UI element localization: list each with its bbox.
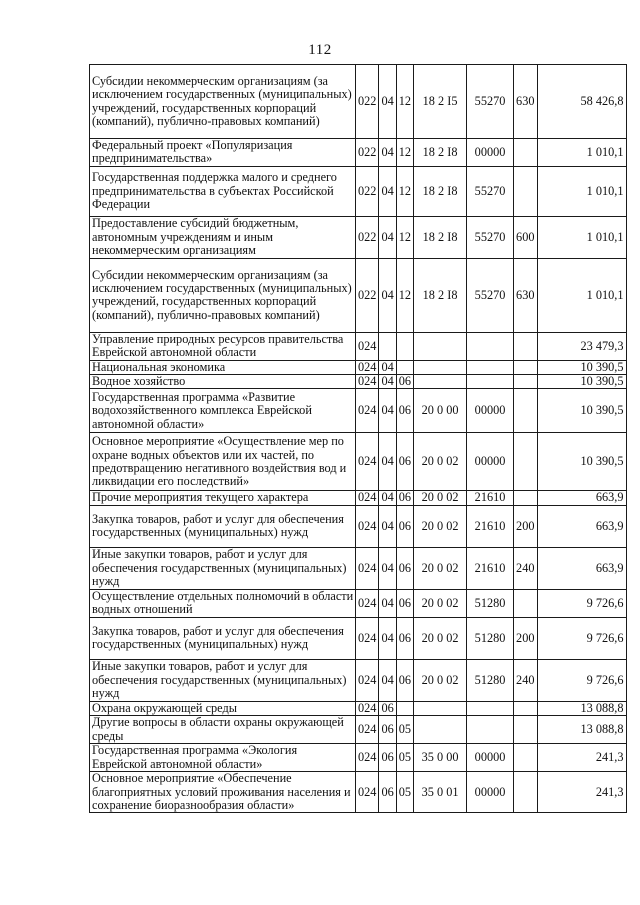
row-section: 04: [379, 659, 396, 701]
budget-table: [89, 64, 627, 813]
row-name: Федеральный проект «Популяризация предпринимательства»: [90, 139, 356, 167]
row-amount: 1 010,1: [537, 216, 626, 258]
row-expense-type: [514, 139, 537, 167]
row-name: Основное мероприятие «Обеспечение благоприятных условий проживания населения и сохранение биоразнообразия области»: [90, 772, 356, 813]
row-section: [379, 332, 396, 360]
row-amount: 13 088,8: [537, 701, 626, 715]
row-expense-type: 630: [514, 258, 537, 332]
row-grbs: 024: [356, 547, 379, 589]
page-number: 112: [308, 42, 332, 58]
row-amount: 663,9: [537, 505, 626, 547]
row-subsection: [396, 360, 413, 374]
row-direction-code: 55270: [467, 258, 514, 332]
row-direction-code: [467, 332, 514, 360]
row-grbs: 024: [356, 744, 379, 772]
row-amount: 1 010,1: [537, 139, 626, 167]
row-expense-type: [514, 744, 537, 772]
table-row: [90, 744, 627, 772]
row-name: Государственная программа «Развитие водохозяйственного комплекса Еврейской автономной области»: [90, 389, 356, 433]
row-section: 04: [379, 589, 396, 617]
row-expense-type: 630: [514, 65, 537, 139]
row-grbs: 022: [356, 139, 379, 167]
row-section: 04: [379, 491, 396, 505]
row-amount: 13 088,8: [537, 716, 626, 744]
row-subsection: 06: [396, 659, 413, 701]
row-name: Управление природных ресурсов правительства Еврейской автономной области: [90, 332, 356, 360]
row-name: Предоставление субсидий бюджетным, автономным учреждениям и иным некоммерческим организациям: [90, 216, 356, 258]
row-direction-code: [467, 360, 514, 374]
row-direction-code: 00000: [467, 139, 514, 167]
row-direction-code: 21610: [467, 547, 514, 589]
table-row: [90, 505, 627, 547]
row-direction-code: 00000: [467, 744, 514, 772]
row-subsection: 06: [396, 617, 413, 659]
table-row: [90, 659, 627, 701]
row-section: 04: [379, 547, 396, 589]
row-program-code: 20 0 00: [414, 389, 467, 433]
row-program-code: [414, 332, 467, 360]
row-subsection: 05: [396, 744, 413, 772]
row-subsection: 05: [396, 772, 413, 813]
table-row: [90, 258, 627, 332]
row-direction-code: 21610: [467, 491, 514, 505]
row-name: Осуществление отдельных полномочий в области водных отношений: [90, 589, 356, 617]
row-program-code: [414, 701, 467, 715]
row-grbs: 024: [356, 659, 379, 701]
row-direction-code: 51280: [467, 659, 514, 701]
row-subsection: 12: [396, 166, 413, 216]
row-amount: 241,3: [537, 772, 626, 813]
row-expense-type: [514, 589, 537, 617]
row-subsection: 06: [396, 375, 413, 389]
table-row: [90, 716, 627, 744]
table-row: [90, 166, 627, 216]
row-expense-type: 600: [514, 216, 537, 258]
row-amount: 663,9: [537, 547, 626, 589]
row-name: Водное хозяйство: [90, 375, 356, 389]
table-row: [90, 547, 627, 589]
row-program-code: 18 2 I8: [414, 258, 467, 332]
row-grbs: 024: [356, 360, 379, 374]
row-name: Государственная поддержка малого и среднего предпринимательства в субъектах Российской Федерации: [90, 166, 356, 216]
row-name: Закупка товаров, работ и услуг для обеспечения государственных (муниципальных) нужд: [90, 617, 356, 659]
row-name: Субсидии некоммерческим организациям (за исключением государственных (муниципальных) учреждений, государственных корпораций (компаний), публично-правовых компаний): [90, 65, 356, 139]
table-row: [90, 216, 627, 258]
table-row: [90, 360, 627, 374]
row-expense-type: [514, 166, 537, 216]
row-grbs: 024: [356, 505, 379, 547]
row-direction-code: [467, 716, 514, 744]
row-amount: 9 726,6: [537, 617, 626, 659]
row-subsection: [396, 701, 413, 715]
table-row: [90, 772, 627, 813]
row-section: 06: [379, 772, 396, 813]
row-name: Охрана окружающей среды: [90, 701, 356, 715]
row-subsection: 06: [396, 433, 413, 491]
table-row: [90, 589, 627, 617]
row-name: Прочие мероприятия текущего характера: [90, 491, 356, 505]
row-program-code: 20 0 02: [414, 617, 467, 659]
row-amount: 1 010,1: [537, 166, 626, 216]
row-direction-code: 51280: [467, 617, 514, 659]
row-name: Государственная программа «Экология Еврейской автономной области»: [90, 744, 356, 772]
row-amount: 10 390,5: [537, 389, 626, 433]
row-section: 04: [379, 166, 396, 216]
row-amount: 9 726,6: [537, 589, 626, 617]
row-section: 04: [379, 375, 396, 389]
row-section: 04: [379, 65, 396, 139]
row-section: 04: [379, 258, 396, 332]
row-name: Другие вопросы в области охраны окружающей среды: [90, 716, 356, 744]
row-expense-type: 200: [514, 505, 537, 547]
row-grbs: 022: [356, 258, 379, 332]
table-row: [90, 389, 627, 433]
row-amount: 9 726,6: [537, 659, 626, 701]
row-program-code: 35 0 00: [414, 744, 467, 772]
budget-table-body: [90, 65, 627, 813]
row-program-code: 35 0 01: [414, 772, 467, 813]
row-program-code: 18 2 I8: [414, 166, 467, 216]
row-expense-type: [514, 360, 537, 374]
row-direction-code: 55270: [467, 65, 514, 139]
row-grbs: 022: [356, 166, 379, 216]
row-grbs: 024: [356, 589, 379, 617]
row-expense-type: [514, 701, 537, 715]
row-program-code: 20 0 02: [414, 491, 467, 505]
row-expense-type: [514, 332, 537, 360]
row-section: 04: [379, 433, 396, 491]
row-direction-code: 55270: [467, 166, 514, 216]
table-row: [90, 433, 627, 491]
row-expense-type: 240: [514, 659, 537, 701]
row-grbs: 024: [356, 332, 379, 360]
row-grbs: 024: [356, 375, 379, 389]
row-amount: 23 479,3: [537, 332, 626, 360]
row-grbs: 024: [356, 389, 379, 433]
row-subsection: 06: [396, 505, 413, 547]
row-subsection: 05: [396, 716, 413, 744]
table-row: [90, 332, 627, 360]
table-row: [90, 65, 627, 139]
row-expense-type: [514, 375, 537, 389]
row-name: Иные закупки товаров, работ и услуг для обеспечения государственных (муниципальных) нужд: [90, 547, 356, 589]
row-program-code: [414, 360, 467, 374]
row-program-code: 20 0 02: [414, 505, 467, 547]
row-section: 04: [379, 360, 396, 374]
table-row: [90, 139, 627, 167]
row-grbs: 022: [356, 216, 379, 258]
row-expense-type: [514, 772, 537, 813]
row-amount: 663,9: [537, 491, 626, 505]
row-program-code: 18 2 I8: [414, 216, 467, 258]
row-section: 04: [379, 139, 396, 167]
row-subsection: [396, 332, 413, 360]
row-grbs: 024: [356, 433, 379, 491]
row-amount: 10 390,5: [537, 375, 626, 389]
row-grbs: 024: [356, 491, 379, 505]
row-name: Иные закупки товаров, работ и услуг для обеспечения государственных (муниципальных) нужд: [90, 659, 356, 701]
row-expense-type: 200: [514, 617, 537, 659]
row-grbs: 022: [356, 65, 379, 139]
row-program-code: 20 0 02: [414, 433, 467, 491]
row-section: 04: [379, 216, 396, 258]
row-subsection: 06: [396, 389, 413, 433]
row-amount: 58 426,8: [537, 65, 626, 139]
row-program-code: 20 0 02: [414, 547, 467, 589]
row-section: 04: [379, 389, 396, 433]
row-direction-code: [467, 701, 514, 715]
row-amount: 10 390,5: [537, 360, 626, 374]
row-section: 06: [379, 744, 396, 772]
row-name: Основное мероприятие «Осуществление мер по охране водных объектов или их частей, по предотвращению негативного воздействия вод и ликвидации его последствий»: [90, 433, 356, 491]
row-grbs: 024: [356, 772, 379, 813]
row-direction-code: 21610: [467, 505, 514, 547]
row-subsection: 12: [396, 216, 413, 258]
row-section: 06: [379, 716, 396, 744]
row-expense-type: [514, 433, 537, 491]
row-name: Национальная экономика: [90, 360, 356, 374]
row-section: 06: [379, 701, 396, 715]
row-program-code: [414, 716, 467, 744]
row-program-code: 20 0 02: [414, 589, 467, 617]
row-direction-code: 00000: [467, 389, 514, 433]
row-direction-code: 51280: [467, 589, 514, 617]
row-subsection: 12: [396, 258, 413, 332]
row-name: Субсидии некоммерческим организациям (за исключением государственных (муниципальных) учреждений, государственных корпораций (компаний), публично-правовых компаний): [90, 258, 356, 332]
row-program-code: [414, 375, 467, 389]
table-row: [90, 375, 627, 389]
row-expense-type: 240: [514, 547, 537, 589]
row-direction-code: 00000: [467, 433, 514, 491]
row-subsection: 06: [396, 491, 413, 505]
row-name: Закупка товаров, работ и услуг для обеспечения государственных (муниципальных) нужд: [90, 505, 356, 547]
row-program-code: 18 2 I5: [414, 65, 467, 139]
row-expense-type: [514, 716, 537, 744]
table-row: [90, 701, 627, 715]
table-row: [90, 491, 627, 505]
row-section: 04: [379, 617, 396, 659]
row-direction-code: 00000: [467, 772, 514, 813]
row-subsection: 06: [396, 589, 413, 617]
row-program-code: 20 0 02: [414, 659, 467, 701]
row-amount: 10 390,5: [537, 433, 626, 491]
row-expense-type: [514, 389, 537, 433]
row-subsection: 06: [396, 547, 413, 589]
row-grbs: 024: [356, 716, 379, 744]
row-section: 04: [379, 505, 396, 547]
row-subsection: 12: [396, 139, 413, 167]
row-amount: 1 010,1: [537, 258, 626, 332]
row-expense-type: [514, 491, 537, 505]
row-amount: 241,3: [537, 744, 626, 772]
table-row: [90, 617, 627, 659]
row-direction-code: 55270: [467, 216, 514, 258]
row-grbs: 024: [356, 617, 379, 659]
row-grbs: 024: [356, 701, 379, 715]
row-program-code: 18 2 I8: [414, 139, 467, 167]
row-subsection: 12: [396, 65, 413, 139]
row-direction-code: [467, 375, 514, 389]
